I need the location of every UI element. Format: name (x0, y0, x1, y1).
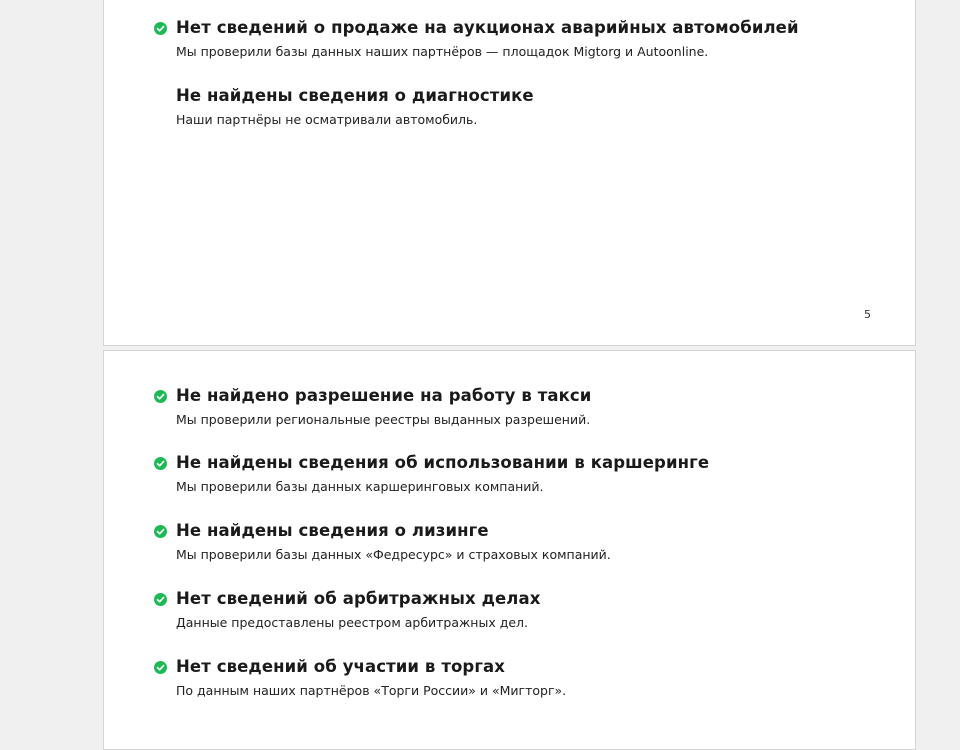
check-circle-icon (154, 390, 167, 403)
check-circle-icon (154, 457, 167, 470)
item-description: Мы проверили региональные реестры выданных разрешений. (176, 412, 591, 427)
item-title (154, 85, 875, 107)
item-title (154, 385, 875, 407)
item-description: Мы проверили базы данных каршеринговых компаний. (176, 479, 544, 494)
check-circle-icon (154, 661, 167, 674)
item-description: Мы проверили базы данных наших партнёров — площадок Migtorg и Autoonline. (176, 44, 709, 59)
item-title (154, 588, 875, 610)
item-description: Наши партнёры не осматривали автомобиль. (176, 112, 478, 127)
item-title (154, 656, 875, 678)
report-item-carsharing (154, 452, 875, 496)
check-circle-icon (154, 22, 167, 35)
item-title (154, 17, 875, 39)
item-description: Данные предоставлены реестром арбитражных дел. (176, 615, 528, 630)
item-title-text: Нет сведений об арбитражных делах (176, 589, 541, 608)
item-title-text: Не найдены сведения о лизинге (176, 521, 489, 540)
item-title (154, 520, 875, 542)
report-item-arbitration (154, 588, 875, 632)
report-item-auctions (154, 656, 875, 700)
item-title-text: Нет сведений об участии в торгах (176, 657, 506, 676)
check-circle-icon (154, 525, 167, 538)
report-item-diagnostics (154, 85, 875, 129)
item-title-text: Не найдено разрешение на работу в такси (176, 386, 592, 405)
report-item-leasing (154, 520, 875, 564)
item-description: По данным наших партнёров «Торги России» и «Мигторг». (176, 683, 567, 698)
item-title-text: Не найдены сведения об использовании в каршеринге (176, 453, 710, 472)
report-item-auction (154, 17, 875, 61)
report-page (103, 350, 916, 750)
check-circle-icon (154, 593, 167, 606)
item-title (154, 452, 875, 474)
report-page (103, 0, 916, 346)
page-number: 5 (864, 308, 871, 321)
report-item-taxi (154, 385, 875, 429)
item-title-text: Не найдены сведения о диагностике (176, 86, 534, 105)
item-title-text: Нет сведений о продаже на аукционах аварийных автомобилей (176, 18, 799, 37)
item-description: Мы проверили базы данных «Федресурс» и страховых компаний. (176, 547, 611, 562)
